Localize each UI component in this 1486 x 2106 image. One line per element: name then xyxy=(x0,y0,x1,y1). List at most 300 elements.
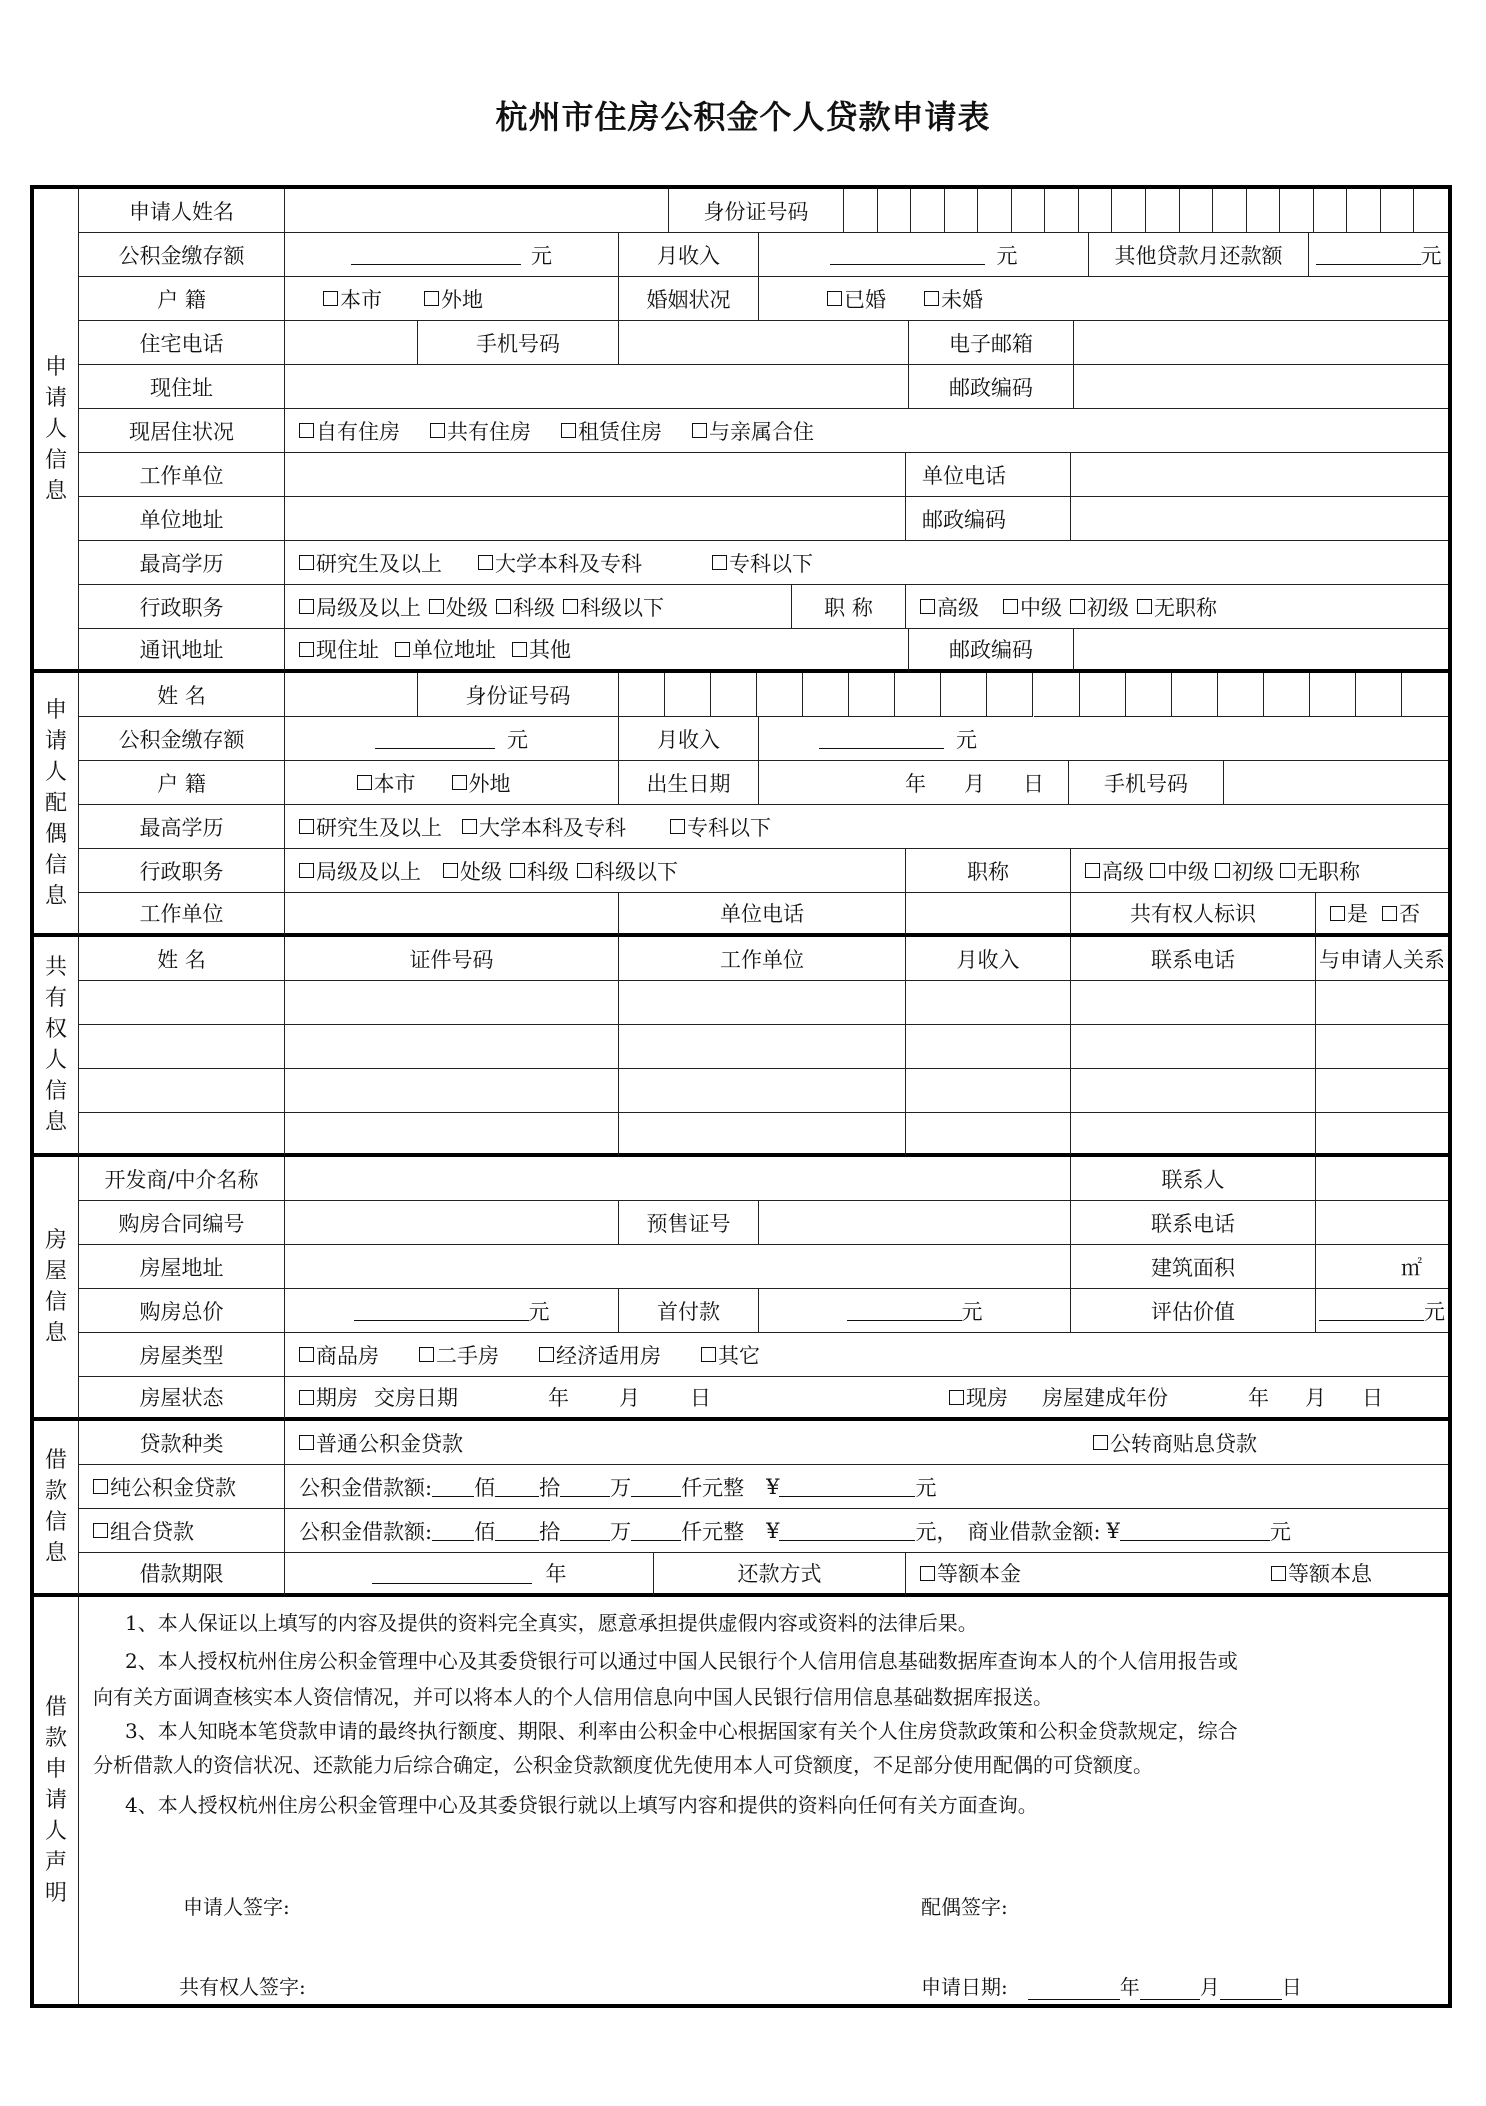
fill-line[interactable] xyxy=(847,1300,962,1321)
spouse-name-input[interactable] xyxy=(285,673,418,717)
checkbox-icon[interactable] xyxy=(299,1347,314,1362)
declaration-item-2-cont: 向有关方面调查核实本人资信情况，并可以将本人的个人信用信息向中国人民银行信用信息基础数据库报送。 xyxy=(93,1685,1053,1709)
loan-kind-option[interactable] xyxy=(1093,1428,1257,1458)
id-digit-box[interactable] xyxy=(1381,189,1415,233)
checkbox-icon[interactable] xyxy=(1070,599,1085,614)
section-declaration xyxy=(34,1597,79,2004)
fill-line[interactable] xyxy=(560,1476,610,1497)
education-option[interactable] xyxy=(478,548,642,578)
applicant-name-input[interactable] xyxy=(285,189,669,233)
checkbox-icon[interactable] xyxy=(1137,599,1152,614)
id-digit-box[interactable] xyxy=(1280,189,1314,233)
checkbox-icon[interactable] xyxy=(496,599,511,614)
position-option[interactable] xyxy=(510,856,569,886)
checkbox-icon[interactable] xyxy=(1280,863,1295,878)
unit: 年 xyxy=(1248,1386,1269,1410)
unit: 月 xyxy=(619,1386,640,1410)
section-char: 屋 xyxy=(44,1259,67,1284)
checkbox-label: 科级以下 xyxy=(580,595,664,620)
position-option[interactable] xyxy=(563,592,664,622)
form-cell xyxy=(906,849,1071,893)
house-status-row xyxy=(285,1377,1448,1421)
id-digit-box[interactable] xyxy=(1012,189,1046,233)
checkbox-icon[interactable] xyxy=(299,1390,314,1405)
id-digit-box[interactable] xyxy=(1045,189,1079,233)
postcode-input[interactable] xyxy=(1074,365,1448,409)
applicant-id-label xyxy=(669,189,844,233)
coowner-cell[interactable] xyxy=(285,1113,619,1157)
apply-date[interactable] xyxy=(921,1971,1302,2000)
coowner-cell[interactable] xyxy=(1316,1113,1448,1157)
mail-postcode-input[interactable] xyxy=(1074,629,1448,673)
repay-options xyxy=(906,1553,1448,1597)
form-cell xyxy=(79,1201,285,1245)
education-option[interactable] xyxy=(299,548,442,578)
education-option[interactable] xyxy=(462,812,626,842)
home-phone-input[interactable] xyxy=(285,321,418,365)
fill-line[interactable] xyxy=(372,1563,532,1584)
fill-line[interactable] xyxy=(495,1476,539,1497)
checkbox-icon[interactable] xyxy=(395,642,410,657)
coowner-cell[interactable] xyxy=(619,1113,906,1157)
employer-address-input[interactable] xyxy=(285,497,906,541)
form-cell xyxy=(1089,233,1309,277)
contact-input[interactable] xyxy=(1316,1157,1448,1201)
id-digit-box[interactable] xyxy=(895,673,941,717)
checkbox-label: 外地 xyxy=(441,287,483,312)
coowner-cell[interactable] xyxy=(906,1025,1071,1069)
checkbox-label: 无职称 xyxy=(1297,859,1360,884)
id-digit-box[interactable] xyxy=(1112,189,1146,233)
id-digit-box[interactable] xyxy=(1264,673,1310,717)
other-loan-input[interactable] xyxy=(1309,233,1448,277)
coowner-header-3 xyxy=(906,937,1071,981)
unit: 日 xyxy=(1281,1975,1302,1999)
spouse-employer-phone-input[interactable] xyxy=(906,893,1071,937)
checkbox-icon[interactable] xyxy=(1382,906,1397,921)
form-cell xyxy=(79,1289,285,1333)
employer-input[interactable] xyxy=(285,453,906,497)
hukou-option[interactable] xyxy=(452,768,511,798)
checkbox-icon[interactable] xyxy=(299,642,314,657)
coowner-cell[interactable] xyxy=(1316,1069,1448,1113)
form-cell xyxy=(1071,1157,1316,1201)
id-digit-box[interactable] xyxy=(987,673,1033,717)
coowner-cell[interactable] xyxy=(906,981,1071,1025)
checkbox-icon[interactable] xyxy=(299,819,314,834)
contract-no-label: 购房合同编号 xyxy=(118,1211,245,1236)
section-char: 人 xyxy=(44,1819,67,1844)
fill-line[interactable] xyxy=(631,1476,681,1497)
residence-option[interactable] xyxy=(299,416,400,446)
repay-label: 还款方式 xyxy=(737,1562,822,1586)
spouse-employer-label: 工作单位 xyxy=(139,902,224,926)
house-type-option[interactable] xyxy=(701,1340,760,1370)
id-digit-box[interactable] xyxy=(711,673,757,717)
section-char: 信 xyxy=(44,447,67,473)
fill-line[interactable] xyxy=(1120,1520,1270,1541)
mail-options xyxy=(285,629,909,673)
coowner-cell[interactable] xyxy=(285,1025,619,1069)
fill-line[interactable] xyxy=(495,1520,539,1541)
house-type-option[interactable] xyxy=(419,1340,499,1370)
coowner-cell[interactable] xyxy=(906,1113,1071,1157)
coowner-cell[interactable] xyxy=(79,1025,285,1069)
checkbox-icon[interactable] xyxy=(577,863,592,878)
loan-term-input[interactable] xyxy=(285,1553,654,1597)
repay-option[interactable] xyxy=(1271,1558,1372,1588)
unit: 元 xyxy=(507,727,528,752)
section-char: 权 xyxy=(44,1017,67,1042)
applicant-fund-input[interactable] xyxy=(285,233,619,277)
house-type-option[interactable] xyxy=(299,1340,379,1370)
coowner-cell[interactable] xyxy=(619,1025,906,1069)
digit: 拾 xyxy=(539,1519,561,1544)
checkbox-icon[interactable] xyxy=(712,555,727,570)
fill-line[interactable] xyxy=(1028,1979,1120,2000)
spouse-income-input[interactable] xyxy=(759,717,1448,761)
form-cell xyxy=(79,1245,285,1289)
checkbox-icon[interactable] xyxy=(561,423,576,438)
combo-loan-amount[interactable] xyxy=(285,1509,1448,1553)
house-type-options xyxy=(285,1333,1448,1377)
coowner-cell[interactable] xyxy=(79,1069,285,1113)
title-option[interactable] xyxy=(1215,856,1274,886)
coowner-cell[interactable] xyxy=(285,981,619,1025)
form-cell xyxy=(79,1333,285,1377)
id-digit-box[interactable] xyxy=(757,673,803,717)
checkbox-icon[interactable] xyxy=(357,775,372,790)
id-digit-box[interactable] xyxy=(803,673,849,717)
unit: 年 xyxy=(545,1562,567,1586)
id-digit-box[interactable] xyxy=(1218,673,1264,717)
checkbox-icon[interactable] xyxy=(452,775,467,790)
checkbox-icon[interactable] xyxy=(1093,1435,1108,1450)
title-option[interactable] xyxy=(1150,856,1209,886)
checkbox-icon[interactable] xyxy=(299,555,314,570)
form-cell xyxy=(79,673,285,717)
coowner-flag-option[interactable] xyxy=(1382,898,1420,928)
address-input[interactable] xyxy=(285,365,909,409)
checkbox-label: 否 xyxy=(1399,902,1420,926)
mail-option[interactable] xyxy=(299,634,379,664)
form-cell xyxy=(619,233,759,277)
id-digit-box[interactable] xyxy=(619,673,665,717)
position-option[interactable] xyxy=(443,856,502,886)
digit: 仟元整 xyxy=(681,1519,745,1544)
hukou-option[interactable] xyxy=(357,768,416,798)
repay-option[interactable] xyxy=(920,1558,1021,1588)
contact-phone-label: 联系电话 xyxy=(1151,1211,1235,1236)
spouse-fund-input[interactable] xyxy=(285,717,619,761)
coowner-cell[interactable] xyxy=(1071,1069,1316,1113)
column-header: 证件号码 xyxy=(409,947,494,972)
checkbox-icon[interactable] xyxy=(299,1435,314,1450)
apply-date-label: 申请日期: xyxy=(921,1975,1008,1999)
fill-line[interactable] xyxy=(779,1520,915,1541)
id-digit-box[interactable] xyxy=(1213,189,1247,233)
checkbox-label: 专科以下 xyxy=(729,551,813,576)
house-status-option[interactable] xyxy=(949,1382,1008,1412)
checkbox-icon[interactable] xyxy=(920,1566,935,1581)
title-option[interactable] xyxy=(1070,592,1129,622)
checkbox-icon[interactable] xyxy=(478,555,493,570)
form-cell xyxy=(79,761,285,805)
unit: 元 xyxy=(915,1475,937,1500)
hukou-option[interactable] xyxy=(323,284,382,314)
presale-no-input[interactable] xyxy=(759,1201,1071,1245)
residence-option[interactable] xyxy=(561,416,662,446)
checkbox-icon[interactable] xyxy=(419,1347,434,1362)
checkbox-icon[interactable] xyxy=(443,863,458,878)
checkbox-icon[interactable] xyxy=(512,642,527,657)
label: 身份证号码 xyxy=(703,199,809,224)
form-cell xyxy=(909,321,1074,365)
checkbox-icon[interactable] xyxy=(563,599,578,614)
title-option[interactable] xyxy=(1003,592,1062,622)
form-cell xyxy=(79,365,285,409)
id-digit-box[interactable] xyxy=(1247,189,1281,233)
title-option[interactable] xyxy=(1085,856,1144,886)
checkbox-icon[interactable] xyxy=(1003,599,1018,614)
checkbox-icon[interactable] xyxy=(1330,906,1345,921)
checkbox-icon[interactable] xyxy=(1085,863,1100,878)
form-title: 杭州市住房公积金个人贷款申请表 xyxy=(495,98,991,136)
employer-label: 工作单位 xyxy=(139,463,224,488)
checkbox-icon[interactable] xyxy=(692,423,707,438)
id-digit-box[interactable] xyxy=(1126,673,1172,717)
position-option[interactable] xyxy=(429,592,488,622)
id-digit-box[interactable] xyxy=(1080,673,1126,717)
developer-input[interactable] xyxy=(285,1157,1071,1201)
form-cell xyxy=(906,497,1071,541)
house-type-option[interactable] xyxy=(539,1340,661,1370)
spouse-hukou-options xyxy=(285,761,619,805)
residence-option[interactable] xyxy=(692,416,814,446)
coowner-cell[interactable] xyxy=(1071,1113,1316,1157)
checkbox-icon[interactable] xyxy=(429,599,444,614)
position-option[interactable] xyxy=(299,856,421,886)
form-cell xyxy=(79,585,285,629)
coowner-cell[interactable] xyxy=(619,981,906,1025)
checkbox-icon[interactable] xyxy=(93,1523,108,1538)
form-cell xyxy=(79,893,285,937)
id-digit-box[interactable] xyxy=(844,189,878,233)
title-option[interactable] xyxy=(1280,856,1360,886)
id-digit-box[interactable] xyxy=(878,189,912,233)
checkbox-icon[interactable] xyxy=(670,819,685,834)
residence-label: 现居住状况 xyxy=(129,419,234,444)
id-digit-box[interactable] xyxy=(665,673,711,717)
fill-line[interactable] xyxy=(560,1520,610,1541)
fill-line[interactable] xyxy=(1220,1979,1282,2000)
id-digit-box[interactable] xyxy=(978,189,1012,233)
fill-line[interactable] xyxy=(779,1476,915,1497)
spouse-mobile-input[interactable] xyxy=(1224,761,1448,805)
checkbox-label: 局级及以上 xyxy=(316,595,421,620)
appraisal-input[interactable] xyxy=(1316,1289,1448,1333)
coowner-cell[interactable] xyxy=(1071,1025,1316,1069)
house-status-option[interactable] xyxy=(299,1382,358,1412)
marital-option[interactable] xyxy=(924,284,983,314)
marital-option[interactable] xyxy=(827,284,886,314)
coowner-cell[interactable] xyxy=(906,1069,1071,1113)
title-option[interactable] xyxy=(1137,592,1217,622)
education-option[interactable] xyxy=(670,812,771,842)
coowner-flag-label: 共有权人标识 xyxy=(1130,902,1256,926)
checkbox-icon[interactable] xyxy=(701,1347,716,1362)
mobile-input[interactable] xyxy=(619,321,909,365)
coowner-cell[interactable] xyxy=(1071,981,1316,1025)
checkbox-label: 商品房 xyxy=(316,1343,379,1368)
fill-line[interactable] xyxy=(432,1520,474,1541)
fill-line[interactable] xyxy=(375,728,495,749)
total-price-input[interactable] xyxy=(285,1289,619,1333)
id-digit-box[interactable] xyxy=(1146,189,1180,233)
declaration-item-3-cont: 分析借款人的资信状况、还款能力后综合确定，公积金贷款额度优先使用本人可贷额度，不足部分使用配偶的可贷额度。 xyxy=(93,1753,1153,1777)
checkbox-icon[interactable] xyxy=(93,1479,108,1494)
form-cell xyxy=(79,629,285,673)
checkbox-icon[interactable] xyxy=(424,291,439,306)
id-digit-box[interactable] xyxy=(1172,673,1218,717)
education-option[interactable] xyxy=(712,548,813,578)
unit: 元 xyxy=(531,243,552,268)
form-cell xyxy=(619,1289,759,1333)
residence-option[interactable] xyxy=(430,416,531,446)
email-input[interactable] xyxy=(1074,321,1448,365)
fill-line[interactable] xyxy=(354,1300,529,1321)
fund-amount-line[interactable] xyxy=(351,244,521,265)
id-digit-box[interactable] xyxy=(1079,189,1113,233)
fill-line[interactable] xyxy=(432,1476,474,1497)
checkbox-label: 本市 xyxy=(340,287,382,312)
employer-address-label: 单位地址 xyxy=(139,507,224,532)
pure-fund-loan-amount[interactable] xyxy=(285,1465,1448,1509)
hukou-option[interactable] xyxy=(424,284,483,314)
section-char: 息 xyxy=(44,478,67,504)
coowner-signature-label: 共有权人签字: xyxy=(179,1975,306,1999)
id-digit-box[interactable] xyxy=(1314,189,1348,233)
checkbox-icon[interactable] xyxy=(299,599,314,614)
employer-phone-input[interactable] xyxy=(1071,453,1448,497)
form-cell xyxy=(79,409,285,453)
id-digit-box[interactable] xyxy=(1310,673,1356,717)
id-digit-box[interactable] xyxy=(1356,673,1402,717)
checkbox-label: 外地 xyxy=(468,771,511,796)
checkbox-icon[interactable] xyxy=(827,291,842,306)
form-cell xyxy=(792,585,906,629)
combo-loan-checkbox[interactable] xyxy=(93,1516,194,1546)
checkbox-icon[interactable] xyxy=(949,1390,964,1405)
title-option[interactable] xyxy=(920,592,979,622)
id-digit-box[interactable] xyxy=(911,189,945,233)
checkbox-icon[interactable] xyxy=(1150,863,1165,878)
fill-line[interactable] xyxy=(819,728,944,749)
position-option[interactable] xyxy=(299,592,421,622)
id-digit-box[interactable] xyxy=(941,673,987,717)
id-digit-box[interactable] xyxy=(1347,189,1381,233)
comma: ， xyxy=(936,1519,958,1544)
section-char: 申 xyxy=(44,354,67,380)
coowner-cell[interactable] xyxy=(1316,1025,1448,1069)
position-label: 行政职务 xyxy=(139,595,224,620)
checkbox-icon[interactable] xyxy=(299,423,314,438)
checkbox-icon[interactable] xyxy=(462,819,477,834)
checkbox-icon[interactable] xyxy=(323,291,338,306)
unit: 元 xyxy=(1269,1519,1291,1544)
checkbox-icon[interactable] xyxy=(920,599,935,614)
mail-option[interactable] xyxy=(512,634,571,664)
checkbox-icon[interactable] xyxy=(924,291,939,306)
down-payment-input[interactable] xyxy=(759,1289,1071,1333)
section-char: 款 xyxy=(44,1479,67,1504)
checkbox-icon[interactable] xyxy=(1215,863,1230,878)
fill-line[interactable] xyxy=(1140,1979,1200,2000)
education-option[interactable] xyxy=(299,812,442,842)
applicant-income-label: 月收入 xyxy=(657,243,720,268)
coowner-cell[interactable] xyxy=(79,981,285,1025)
coowner-cell[interactable] xyxy=(619,1069,906,1113)
spouse-birth-label: 出生日期 xyxy=(646,771,731,796)
form-cell xyxy=(79,849,285,893)
id-digit-box[interactable] xyxy=(1414,189,1448,233)
applicant-income-input[interactable] xyxy=(759,233,1089,277)
id-digit-box[interactable] xyxy=(1180,189,1214,233)
fill-line[interactable] xyxy=(1319,1300,1424,1321)
loan-term-label: 借款期限 xyxy=(139,1562,224,1586)
checkbox-label: 自有住房 xyxy=(316,419,400,444)
loan-kind-option[interactable] xyxy=(299,1428,463,1458)
contract-no-input[interactable] xyxy=(285,1201,619,1245)
house-status-label: 房屋状态 xyxy=(139,1386,224,1410)
checkbox-label: 现住址 xyxy=(316,638,379,662)
employer-phone-label: 单位电话 xyxy=(922,463,1006,488)
unit: 月 xyxy=(1199,1975,1220,1999)
checkbox-icon[interactable] xyxy=(299,863,314,878)
coowner-cell[interactable] xyxy=(79,1113,285,1157)
checkbox-icon[interactable] xyxy=(510,863,525,878)
coowner-header-2 xyxy=(619,937,906,981)
employer-postcode-input[interactable] xyxy=(1071,497,1448,541)
coowner-cell[interactable] xyxy=(1316,981,1448,1025)
house-address-input[interactable] xyxy=(285,1245,1071,1289)
fill-line[interactable] xyxy=(631,1520,681,1541)
id-digit-box[interactable] xyxy=(1034,673,1080,717)
pure-fund-loan-checkbox[interactable] xyxy=(93,1472,236,1502)
area-input[interactable] xyxy=(1316,1245,1448,1289)
contact-phone-input[interactable] xyxy=(1316,1201,1448,1245)
column-header: 工作单位 xyxy=(720,947,804,972)
id-digit-box[interactable] xyxy=(1402,673,1448,717)
position-option[interactable] xyxy=(577,856,678,886)
fill-line[interactable] xyxy=(1316,244,1421,265)
id-digit-box[interactable] xyxy=(945,189,979,233)
spouse-hukou-label: 户 籍 xyxy=(157,771,206,796)
digit: 仟元整 xyxy=(681,1475,745,1500)
checkbox-icon[interactable] xyxy=(430,423,445,438)
coowner-flag-option[interactable] xyxy=(1330,898,1368,928)
spouse-birth-input[interactable] xyxy=(759,761,1069,805)
id-digit-box[interactable] xyxy=(849,673,895,717)
spouse-employer-input[interactable] xyxy=(285,893,619,937)
form-cell xyxy=(909,629,1074,673)
position-option[interactable] xyxy=(496,592,555,622)
fill-line[interactable] xyxy=(830,244,985,265)
checkbox-icon[interactable] xyxy=(539,1347,554,1362)
mail-option[interactable] xyxy=(395,634,496,664)
checkbox-icon[interactable] xyxy=(1271,1566,1286,1581)
coowner-cell[interactable] xyxy=(285,1069,619,1113)
